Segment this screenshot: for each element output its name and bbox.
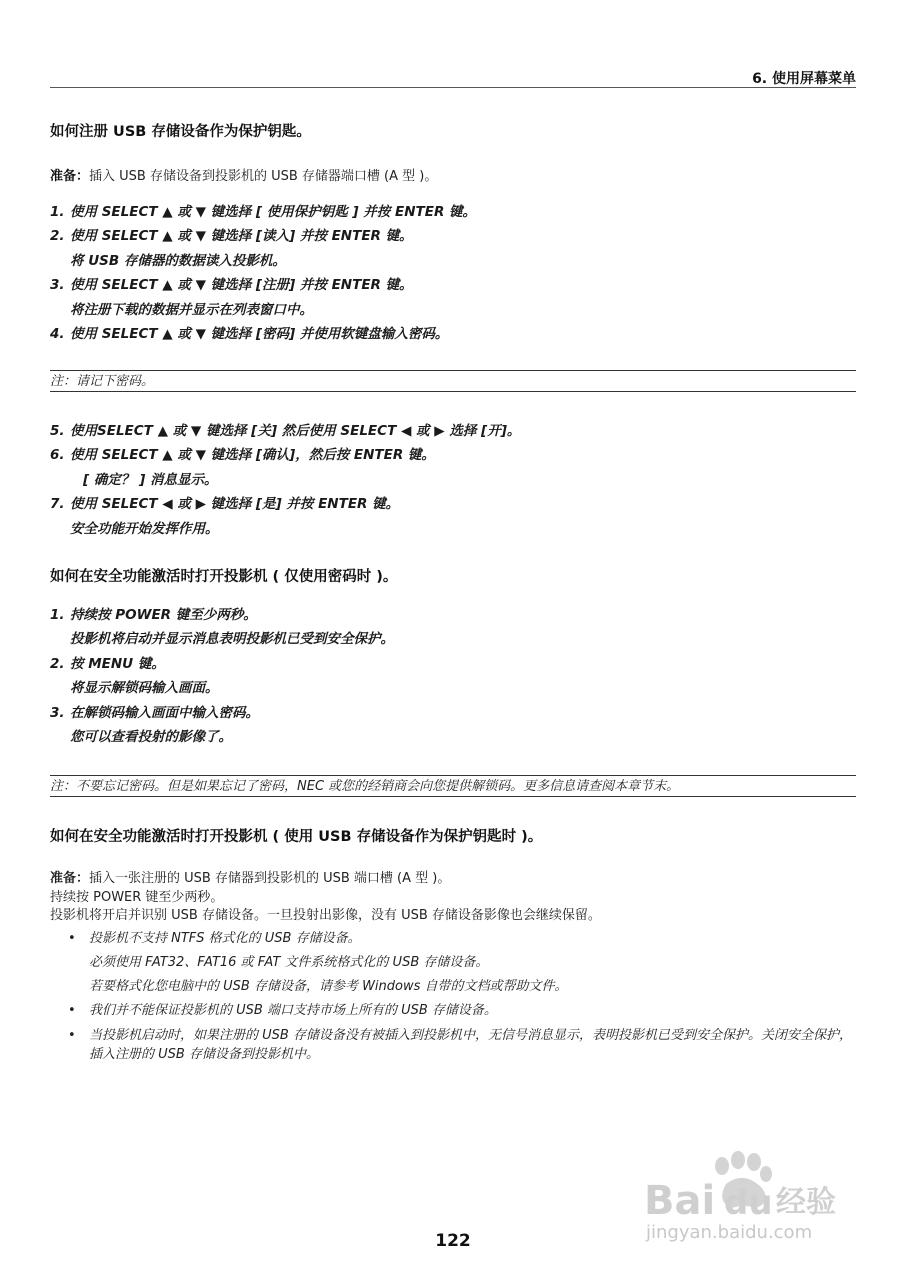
watermark-brand: Bai [644,1178,716,1224]
steps-list-1 [50,200,476,346]
step-item [50,603,394,627]
step-item [50,652,394,676]
baidu-watermark-logo [640,1148,860,1244]
bullet-list [68,927,856,1064]
step-text: 按 MENU 键。 [70,655,165,672]
bullet-item [68,1023,856,1064]
step-number: 1. [50,204,65,220]
step-number: 2. [50,228,65,245]
step-item [50,419,520,443]
bullet-subline: 若要格式化您电脑中的 USB 存储设备，请参考 Windows 自带的文档或帮助文件。 [89,979,568,994]
prep-text: 插入一张注册的 USB 存储器到投影机的 USB 端口槽 (A 型 )。 [89,871,451,886]
step-number: 5. [50,423,65,439]
note-password: 注：请记下密码。 [50,374,155,389]
step-detail: 安全功能开始发挥作用。 [70,520,219,537]
bullet-icon: • [68,1003,76,1018]
step-number: 3. [50,277,65,294]
prep-label: 准备： [50,169,90,184]
section-title-register-usb: 如何注册 USB 存储设备作为保护钥匙。 [50,124,311,140]
bullet-item [68,927,856,951]
body-line: 持续按 POWER 键至少两秒。 [50,889,224,905]
step-text: 使用 SELECT ▲ 或 ▼ 键选择 [确认]，然后按 ENTER 键。 [70,447,435,464]
chapter-title: 6. 使用屏幕菜单 [752,71,856,87]
body-line: 投影机将开启并识别 USB 存储设备。一旦投射出影像，没有 USB 存储设备影像也会继续保留。 [50,908,601,923]
section-title-usb-startup: 如何在安全功能激活时打开投影机 ( 使用 USB 存储设备作为保护钥匙时 )。 [50,829,543,845]
watermark-brand2: du [724,1183,773,1223]
step-text: 使用 SELECT ▲ 或 ▼ 键选择 [密码] 并使用软键盘输入密码。 [70,325,449,342]
step-text: 在解锁码输入画面中输入密码。 [70,704,259,721]
step-detail: 将 USB 存储器的数据读入投影机。 [70,252,286,269]
step-text: 持续按 POWER 键至少两秒。 [70,607,257,623]
step-item [50,322,476,346]
step-text: 使用 SELECT ▲ 或 ▼ 键选择 [注册] 并按 ENTER 键。 [70,277,413,294]
step-text: 使用 SELECT ◀ 或 ▶ 键选择 [是] 并按 ENTER 键。 [70,496,400,513]
step-detail: 投影机将启动并显示消息表明投影机已受到安全保护。 [70,631,394,648]
section-title-password-startup: 如何在安全功能激活时打开投影机 ( 仅使用密码时 )。 [50,569,398,585]
step-number: 2. [50,655,65,672]
header-rule [50,87,856,88]
step-number: 4. [50,325,65,342]
step-text: 使用SELECT ▲ 或 ▼ 键选择 [关] 然后使用 SELECT ◀ 或 ▶ 选择 [开]。 [70,423,521,439]
prep-label: 准备： [50,871,90,886]
prep-text: 插入 USB 存储设备到投影机的 USB 存储器端口槽 (A 型 )。 [89,169,438,184]
note-rule-bottom [50,391,856,392]
steps-list-3 [50,603,394,749]
step-number: 3. [50,704,65,721]
bullet-subline: 必须使用 FAT32、FAT16 或 FAT 文件系统格式化的 USB 存储设备。 [89,955,489,970]
bullet-item [68,999,856,1023]
page-number: 122 [435,1231,471,1251]
bullet-text: 当投影机启动时，如果注册的 USB 存储设备没有被插入到投影机中，无信号消息显示，表明投影机已受到安全保护。关闭安全保护，插入注册的 USB 存储设备到投影机中。 [89,1028,852,1062]
step-item [50,443,520,467]
prep-line [50,870,601,889]
steps-list-2 [50,419,520,541]
step-number: 7. [50,496,65,513]
note-rule-bottom [50,796,856,797]
step-detail: [ 确定？ ] 消息显示。 [83,471,218,488]
step-detail: 将显示解锁码输入画面。 [70,680,219,697]
step-item [50,701,394,725]
step-item [50,273,476,297]
usb-startup-text [50,870,601,926]
watermark-cn: 经验 [776,1185,836,1220]
bullet-icon: • [68,1028,76,1043]
step-text: 使用 SELECT ▲ 或 ▼ 键选择 [ 使用保护钥匙 ] 并按 ENTER 键。 [70,204,477,220]
step-item [50,224,476,248]
prep-line [50,165,437,184]
bullet-text: 投影机不支持 NTFS 格式化的 USB 存储设备。 [89,931,361,946]
step-text: 使用 SELECT ▲ 或 ▼ 键选择 [读入] 并按 ENTER 键。 [70,228,413,245]
bullet-text: 我们并不能保证投影机的 USB 端口支持市场上所有的 USB 存储设备。 [89,1003,497,1018]
step-detail: 将注册下载的数据并显示在列表窗口中。 [70,301,313,318]
step-number: 1. [50,607,65,623]
step-item [50,200,476,224]
step-detail: 您可以查看投射的影像了。 [70,728,232,745]
note-forgot-password: 注：不要忘记密码。但是如果忘记了密码，NEC 或您的经销商会向您提供解锁码。更多信息请查阅本章节末。 [50,779,680,794]
bullet-icon: • [68,931,76,946]
watermark-url: jingyan.baidu.com [646,1222,813,1243]
step-number: 6. [50,447,65,464]
step-item [50,492,520,516]
